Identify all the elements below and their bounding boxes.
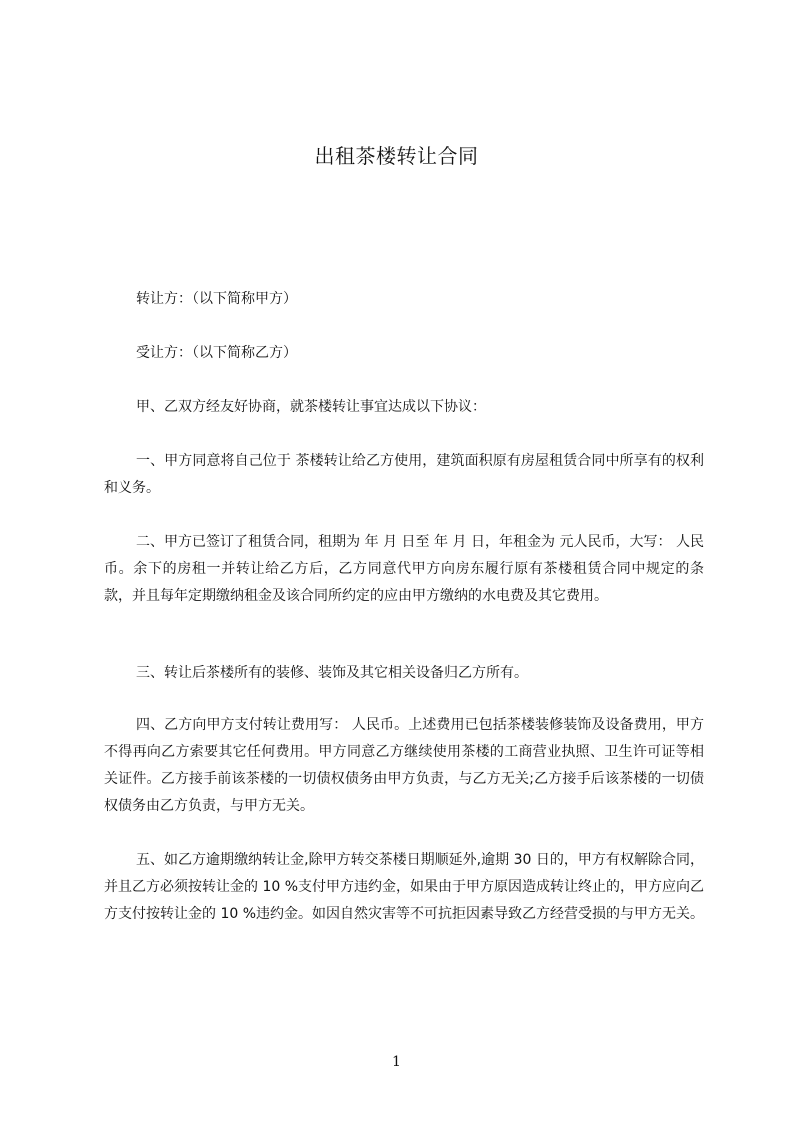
clause-1: 一、甲方同意将自己位于 茶楼转让给乙方使用，建筑面积原有房屋租赁合同中所享有的权利和义务。 [104, 453, 704, 496]
transferee-line: 受让方：（以下简称乙方） [136, 345, 297, 361]
clause-4: 四、乙方向甲方支付转让费用写： 人民币。上述费用已包括茶楼装修装饰及设备费用，甲方不得再向乙方索要其它任何费用。甲方同意乙方继续使用茶楼的工商营业执照、卫生许可证等相关证件。乙方接手前该茶楼的一切债权债务由甲方负责，与乙方无关;乙方接手后该茶楼的一切债权债务由乙方负责，与甲方无关。 [104, 717, 704, 814]
page-number: 1 [392, 1054, 401, 1070]
document-title: 出租茶楼转让合同 [314, 144, 479, 168]
clause-2: 二、甲方已签订了租赁合同，租期为 年 月 日至 年 月 日，年租金为 元人民币，大写： 人民币。余下的房租一并转让给乙方后，乙方同意代甲方向房东履行原有茶楼租赁合同中规定的条款，并且每年定期缴纳租金及该合同所约定的应由甲方缴纳的水电费及其它费用。 [104, 534, 704, 604]
clause-5: 五、如乙方逾期缴纳转让金,除甲方转交茶楼日期顺延外,逾期 30 日的，甲方有权解除合同，并且乙方必须按转让金的 10 %支付甲方违约金，如果由于甲方原因造成转让终止的，甲方应向乙方支付按转让金的 10 %违约金。如因自然灾害等不可抗拒因素导致乙方经营受损的与甲方无关。 [104, 852, 705, 922]
intro-paragraph: 甲、乙双方经友好协商，就茶楼转让事宜达成以下协议： [136, 399, 486, 415]
transferor-line: 转让方：（以下简称甲方） [136, 291, 297, 307]
clause-3: 三、转让后茶楼所有的装修、装饰及其它相关设备归乙方所有。 [136, 665, 528, 681]
